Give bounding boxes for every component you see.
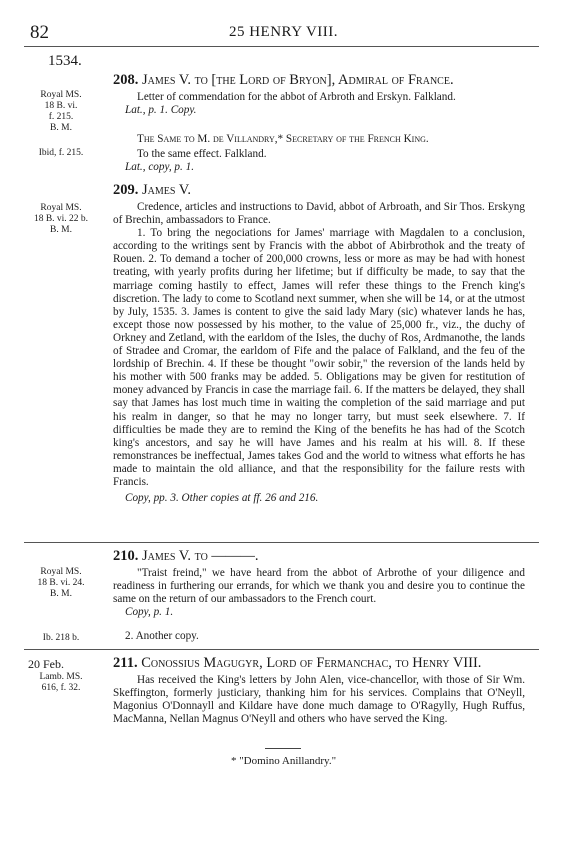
entry-citation: Lat., p. 1. Copy. xyxy=(125,104,197,117)
footnote: * "Domino Anillandry." xyxy=(230,755,337,767)
entry-heading: 208. James V. to [the Lord of Bryon], Admiral of France. xyxy=(113,72,454,88)
entry-208 xyxy=(113,72,525,117)
entry-same xyxy=(113,133,525,174)
entry-citation: Lat., copy, p. 1. xyxy=(125,161,194,174)
entry-citation: Copy, p. 1. xyxy=(125,606,174,619)
entry-body: 1. To bring the negociations for James' marriage with Magdalen to a conclusion, according to the writings sent by Francis with the abbot of Abirbrothok and the treaty of Rouen. 2. To demand a tocher of 200,000 crowns, less or more as may be had with honest treating, with yearly profits during her lifetime; but if difficulty be made, to say that the marriage coming hastily to effect, James will refer these things to the French king's discretion. The lady to come to Scotland next summer, when she will be 14, or at the utmost by July, 1535. 3. James is content to give the said lady Mary (sic) whatever lands he has, except those now possessed by his mother, to the value of 25,000 fr., viz., the duchy of Orkney and Zetland, with the earldom of the Isles, the duchy of Ros, Ardmanothe, the lands of Stradee and Cromar, the earldom of Fife and the palace of Falkland, and the feu of the lordship of Brechin. 4. If these be thought "owir sobir," the reversion of the lands held by his mother with 500 franks may be added. 5. Obligations may be given for restitution of money advanced by Francis in case the marriage fail. 6. If the matters be delayed, they shall say that James has lost much time in waiting the completion of the said marriage and put his realm in danger, so that he may no longer tarry, but must seek elsewhere. 7. If difficulties be made they are to remind the King of the benefits he has had of the Scotch king's ancestors, and say he will have James and his realm at his will. 8. If these remonstrances be ineffectual, James takes God and the world to witness what efforts he has made to maintain the old alliance, and that the responsibility for the failure rests with Francis. xyxy=(113,227,525,488)
year: 1534. xyxy=(48,53,82,69)
entry-intro: Credence, articles and instructions to David, abbot of Arbroath, and Sir Thos. Erskyng of Brechin, ambassadors to France. xyxy=(113,201,525,227)
entry-heading: 211. Conossius Magugyr, Lord of Fermanchac, to Henry VIII. xyxy=(113,655,482,671)
entry-body: Letter of commendation for the abbot of Arbroth and Erskyn. Falkland. xyxy=(137,91,456,103)
entry-body: Has received the King's letters by John Alen, vice-chancellor, with those of Sir Wm. Skeffington, formerly justiciary, thanking him for his services. Complains that O'Neyll, Magonius O'Donnayll and Kildare have done much damage to O'Ragylly, Hugh Ruffus, MacManna, Nellan Magnus O'Neyll and others who have served the King. xyxy=(113,674,525,726)
entry-body: To the same effect. Falkland. xyxy=(137,148,267,161)
entry-body: 2. Another copy. xyxy=(125,630,199,642)
margin-note-another: Ib. 218 b. xyxy=(42,633,80,643)
entry-body: "Traist freind," we have heard from the abbot of Arbrothe of your diligence and readiness in furthering our errands, for which we thank you and desire you to continue the same on the return of our ambassadors to the French court. xyxy=(113,567,525,606)
margin-note-211: Lamb. MS. 616, f. 32. xyxy=(39,672,83,693)
entry-heading: The Same to M. de Villandry,* Secretary of the French King. xyxy=(137,133,429,145)
entry-date: 20 Feb. xyxy=(28,657,64,671)
entry-citation: Copy, pp. 3. Other copies at ff. 26 and 216. xyxy=(125,492,319,505)
entry-209 xyxy=(113,182,525,505)
page-number: 82 xyxy=(30,22,49,43)
margin-note-210: Royal MS. 18 B. vi. 24. B. M. xyxy=(37,567,85,599)
section-rule xyxy=(24,649,539,650)
running-title: 25 HENRY VIII. xyxy=(228,24,339,40)
entry-another-copy xyxy=(113,630,525,643)
margin-note-208: Royal MS. 18 B. vi. f. 215. B. M. xyxy=(40,90,82,133)
entry-heading: 210. James V. to ———. xyxy=(113,548,259,564)
entry-210 xyxy=(113,548,525,619)
entry-heading: 209. James V. xyxy=(113,182,192,198)
entry-211 xyxy=(113,655,525,726)
footnote-rule xyxy=(265,748,301,749)
margin-note-same: Ibid, f. 215. xyxy=(38,148,84,158)
section-rule xyxy=(24,542,539,543)
header-rule xyxy=(24,46,539,47)
margin-note-209: Royal MS. 18 B. vi. 22 b. B. M. xyxy=(33,203,89,235)
